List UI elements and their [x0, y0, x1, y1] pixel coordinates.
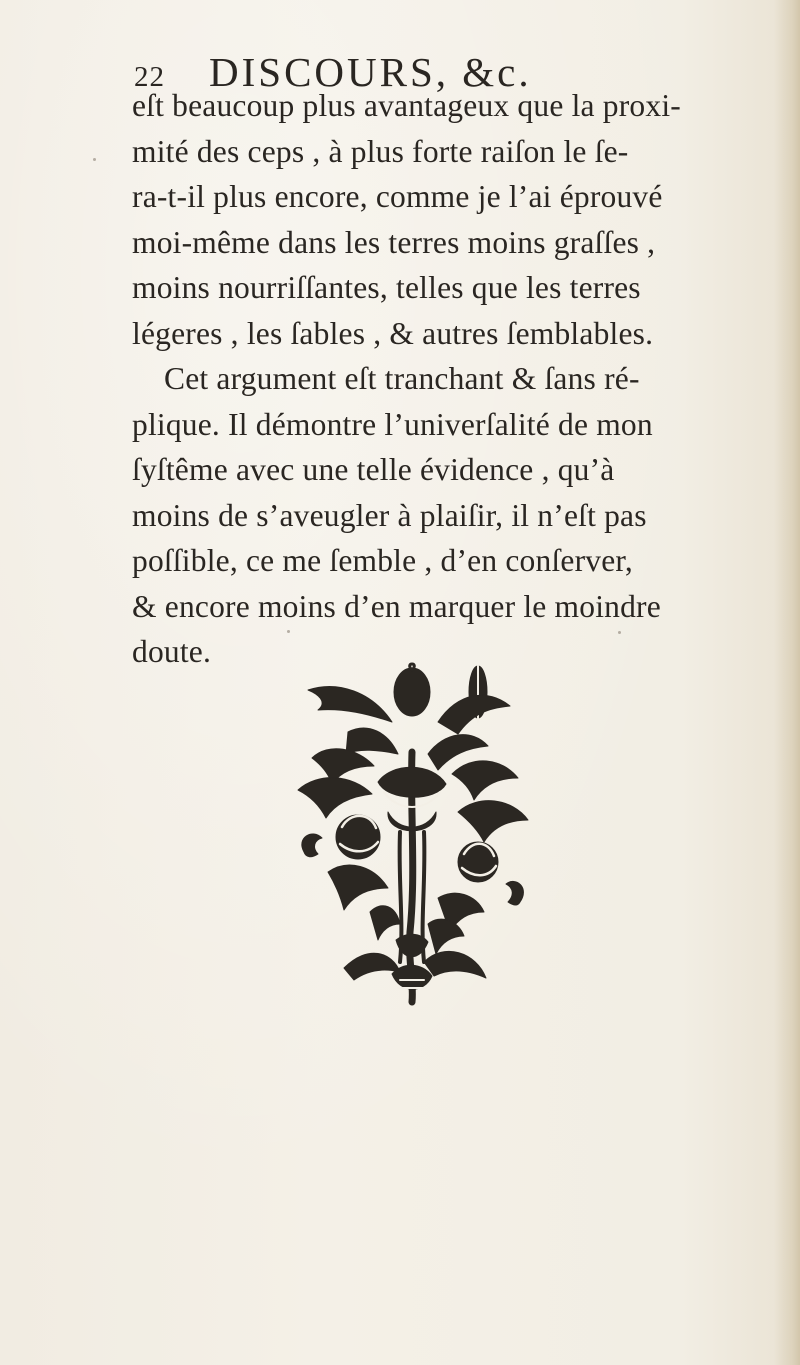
text-line: moins nourriſſantes, telles que les terres — [132, 270, 641, 305]
text-line: mité des ceps , à plus forte raiſon le ſe- — [132, 133, 629, 169]
text-line: & encore moins d’en marquer le moindre — [132, 588, 661, 624]
text-line: doute. — [132, 634, 212, 669]
running-head-title: DISCOURS, &c. — [209, 49, 532, 95]
text-line: moi-même dans les terres moins graſſes , — [132, 224, 656, 260]
ink-fleck — [618, 631, 621, 634]
page-number: 22 — [134, 61, 165, 93]
text-line: eſt beaucoup plus avantageux que la proxi- — [132, 88, 681, 123]
page-edge-shadow — [774, 0, 800, 1365]
text-line: ra-t-il plus encore, comme je l’ai éprouvé — [132, 179, 663, 214]
text-line: légeres , les ſables , & autres ſemblables. — [132, 315, 654, 351]
text-line: ſyſtême avec une telle évidence , qu’à — [132, 452, 615, 487]
ink-fleck — [287, 630, 290, 633]
text-line: moins de s’aveugler à plaiſir, il n’eſt pas — [132, 497, 647, 533]
floral-tailpiece-ornament — [288, 662, 536, 1008]
text-line: Cet argument eſt tranchant & ſans ré- — [164, 361, 640, 396]
text-line: plique. Il démontre l’univerſalité de mon — [132, 406, 653, 442]
body-text — [132, 83, 772, 675]
ink-fleck — [93, 158, 96, 161]
text-line: poſſible, ce me ſemble , d’en conſerver, — [132, 543, 633, 578]
